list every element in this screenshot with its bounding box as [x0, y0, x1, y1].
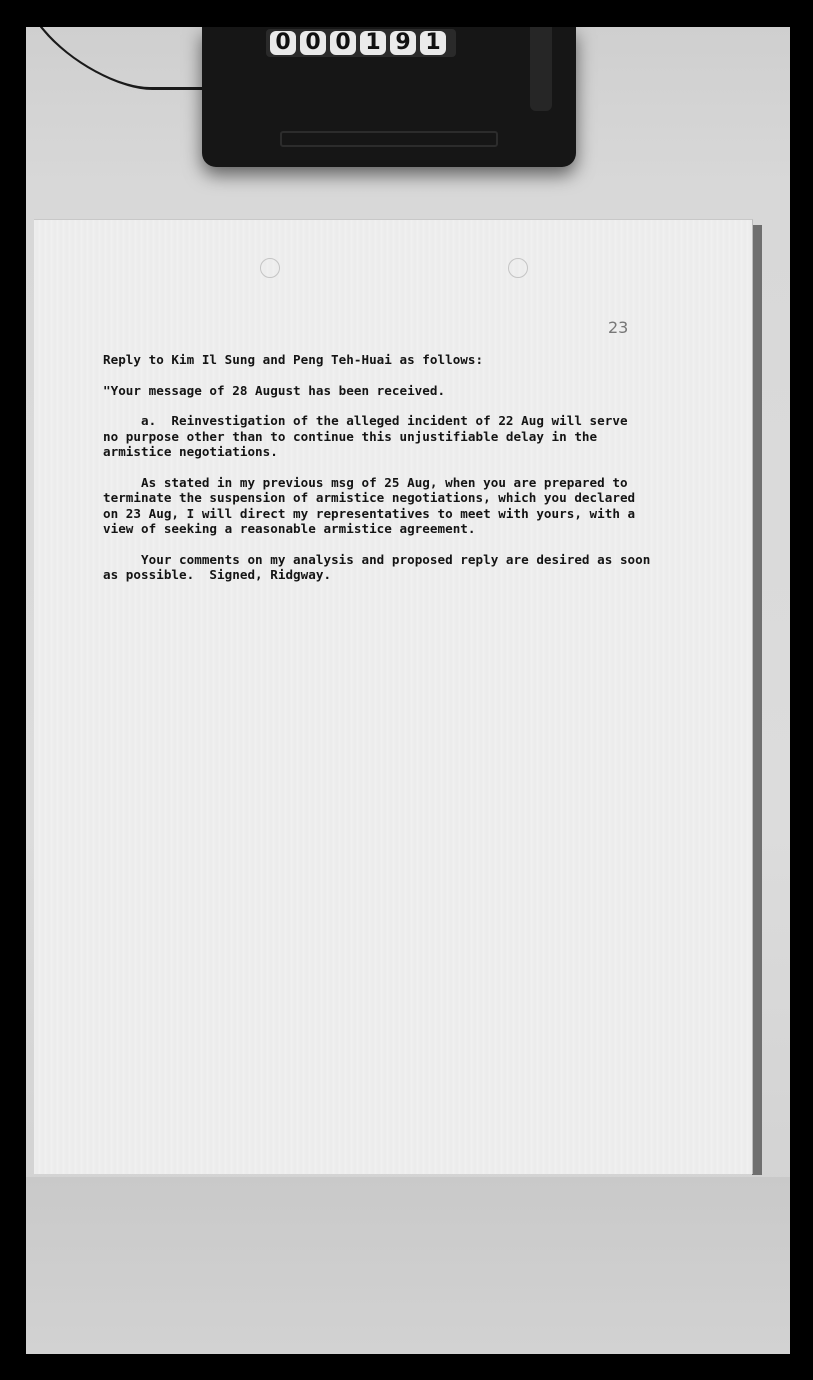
quote-opening: "Your message of 28 August has been received. — [103, 382, 446, 398]
microfilm-frame — [26, 27, 790, 1354]
paragraph-closing: Your comments on my analysis and proposed reply are desired as soon as possible. Signed, Ridgway. — [103, 551, 651, 582]
frame-counter-device — [202, 27, 576, 167]
punch-hole — [260, 258, 280, 278]
paragraph-as-stated: As stated in my previous msg of 25 Aug, when you are prepared to terminate the suspension of armistice negotiations, which you declared on 23 Aug, I will direct my representatives to meet with yours, with a view of seeking a reasonable armistice agreement. — [103, 474, 636, 536]
document-body — [103, 352, 663, 583]
punch-hole — [508, 258, 528, 278]
document-page — [34, 219, 753, 1174]
counter-knob — [530, 27, 552, 111]
counter-slot — [280, 131, 498, 147]
page-number: 23 — [608, 318, 629, 337]
counter-digit: 0 — [330, 31, 356, 55]
counter-digit: 1 — [420, 31, 446, 55]
scan-background-lower — [26, 1177, 790, 1354]
counter-digit: 0 — [270, 31, 296, 55]
counter-window — [266, 29, 456, 57]
counter-digit: 1 — [360, 31, 386, 55]
counter-digit: 0 — [300, 31, 326, 55]
counter-digit: 9 — [390, 31, 416, 55]
intro-line: Reply to Kim Il Sung and Peng Teh-Huai as follows: — [103, 352, 484, 367]
page-edge-shadow — [752, 225, 762, 1175]
paragraph-a: a. Reinvestigation of the alleged incident of 22 Aug will serve no purpose other than to continue this unjustifiable delay in the armistice negotiations. — [103, 413, 628, 459]
